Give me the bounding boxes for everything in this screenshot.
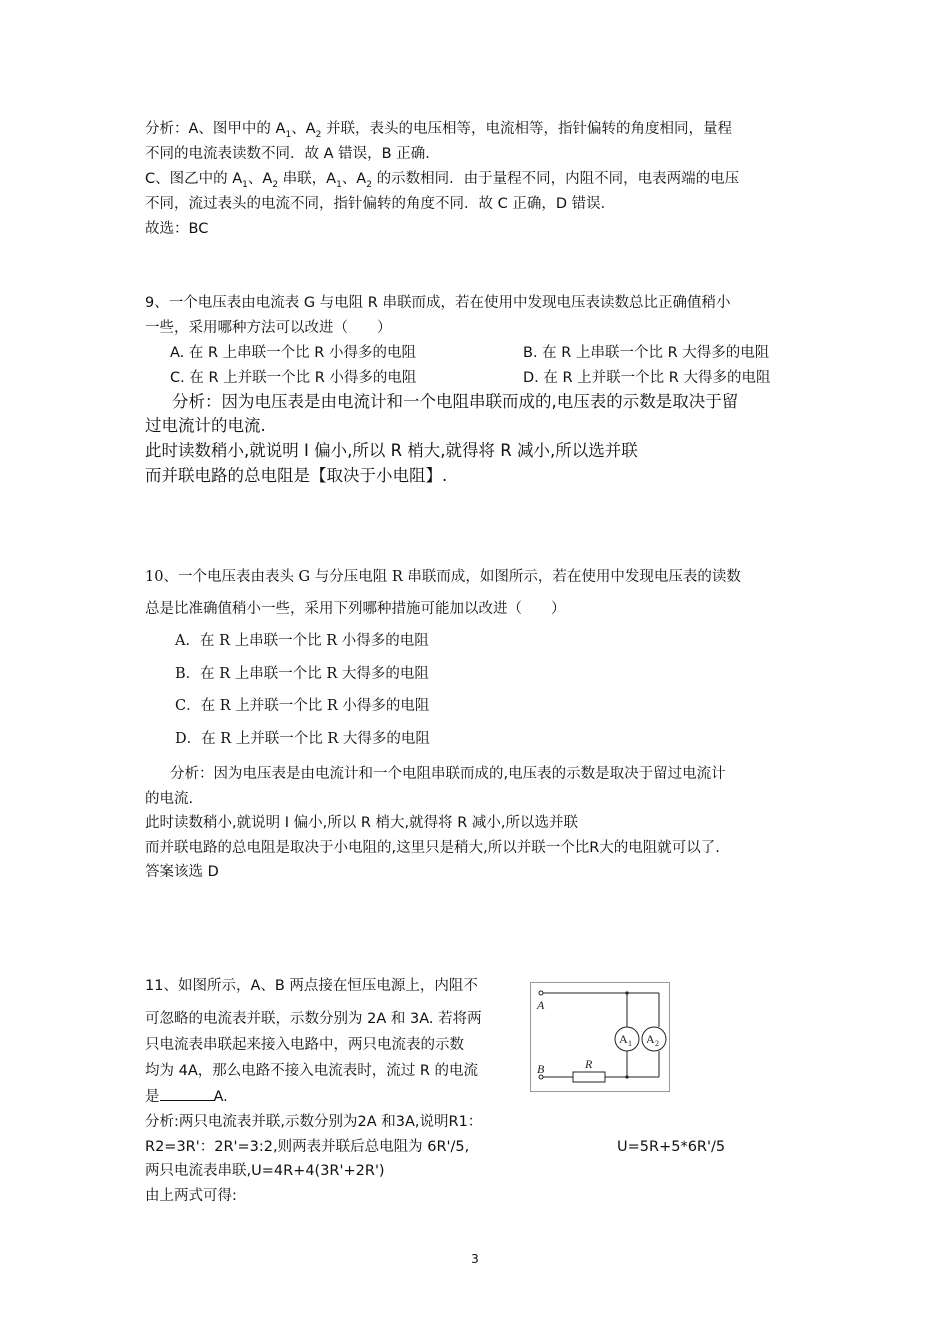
q10-option-d: D．在 R 上并联一个比 R 大得多的电阻	[175, 731, 430, 747]
q11-stem-line3: 只电流表串联起来接入电路中，两只电流表的示数	[145, 1037, 464, 1053]
analysis8-line4: 不同，流过表头的电流不同，指针偏转的角度不同．故 C 正确，D 错误．	[145, 196, 616, 212]
q9-stem-line1: 9、一个电压表由电流表 G 与电阻 R 串联而成，若在使用中发现电压表读数总比正确值稍小	[145, 295, 731, 311]
q9-option-d: D. 在 R 上并联一个比 R 大得多的电阻	[523, 370, 771, 386]
meter1-sub: 1	[628, 1039, 632, 1048]
q10-stem-line2: 总是比准确值稍小一些，采用下列哪种措施可能加以改进（ ）	[145, 601, 566, 617]
page-number: 3	[471, 1252, 479, 1266]
meter1-label: A	[619, 1032, 628, 1046]
resistor-r	[573, 1072, 605, 1082]
q9-option-b: B. 在 R 上串联一个比 R 大得多的电阻	[523, 345, 770, 361]
q11-analysis-line2: R2=3R'：2R'=3:2,则两表并联后总电阻为 6R'/5,	[145, 1139, 470, 1155]
q11-analysis-line2-right: U=5R+5*6R'/5	[617, 1139, 726, 1155]
q11-stem-line1: 11、如图所示，A、B 两点接在恒压电源上，内阻不	[145, 978, 478, 994]
answer-blank	[160, 1087, 214, 1101]
circuit-diagram	[531, 983, 669, 1091]
q9-analysis-line1: 分析：因为电压表是由电流计和一个电阻串联而成的,电压表的示数是取决于留	[172, 392, 739, 411]
q10-option-b: B．在 R 上串联一个比 R 大得多的电阻	[175, 666, 429, 682]
terminal-a	[539, 991, 543, 995]
q9-analysis-line3: 此时读数稍小,就说明 I 偏小,所以 R 梢大,就得将 R 减小,所以选并联	[145, 441, 638, 460]
q9-option-a: A. 在 R 上串联一个比 R 小得多的电阻	[170, 345, 416, 361]
q11-stem-line5: 是 A.	[145, 1089, 228, 1105]
q11-stem-line2: 可忽略的电流表并联，示数分别为 2A 和 3A. 若将两	[145, 1011, 482, 1027]
q10-answer: 答案该选 D	[145, 864, 219, 880]
q9-stem-line2: 一些，采用哪种方法可以改进（ ）	[145, 320, 392, 336]
q11-stem-line4: 均为 4A，那么电路不接入电流表时，流过 R 的电流	[145, 1063, 479, 1079]
q9-analysis-line2: 过电流计的电流.	[145, 416, 266, 435]
label-a: A	[537, 998, 545, 1012]
meter2-sub: 2	[655, 1039, 659, 1048]
q11-analysis-line3: 两只电流表串联,U=4R+4(3R'+2R')	[145, 1163, 385, 1179]
junction-top	[625, 991, 628, 994]
q10-option-c: C．在 R 上并联一个比 R 小得多的电阻	[175, 698, 430, 714]
analysis8-line2: 不同的电流表读数不同．故 A 错误，B 正确．	[145, 146, 440, 162]
q10-stem-line1: 10、一个电压表由表头 G 与分压电阻 R 串联而成，如图所示，若在使用中发现电压表的读数	[145, 569, 741, 585]
q10-option-a: A．在 R 上串联一个比 R 小得多的电阻	[175, 633, 429, 649]
analysis8-answer: 故选：BC	[145, 221, 209, 237]
analysis8-line1: 分析：A、图甲中的 $A_1$、$A_2$ 并联，表头的电压相等，电流相等，指针偏转的角度相同，量程	[145, 121, 732, 140]
label-r: R	[585, 1057, 593, 1071]
label-b: B	[537, 1062, 545, 1076]
q9-analysis-line4: 而并联电路的总电阻是【取决于小电阻】.	[145, 466, 448, 485]
q10-analysis-line4: 而并联电路的总电阻是取决于小电阻的,这里只是稍大,所以并联一个比R大的电阻就可以了.	[145, 840, 720, 856]
q9-option-c: C. 在 R 上并联一个比 R 小得多的电阻	[170, 370, 417, 386]
q11-analysis-line4: 由上两式可得:	[145, 1188, 237, 1204]
q10-analysis-line2: 的电流.	[145, 791, 194, 807]
q10-analysis-line1: 分析：因为电压表是由电流计和一个电阻串联而成的,电压表的示数是取决于留过电流计	[170, 766, 726, 782]
analysis8-line3: C、图乙中的 $A_1$、$A_2$ 串联，$A_1$、$A_2$ 的示数相同．由于量程不同，内阻不同，电表两端的电压	[145, 171, 740, 190]
q11-analysis-line1: 分析:两只电流表并联,示数分别为2A 和3A,说明R1：	[145, 1114, 483, 1130]
meter2-label: A	[646, 1032, 655, 1046]
circuit-figure	[530, 982, 670, 1092]
q10-analysis-line3: 此时读数稍小,就说明 I 偏小,所以 R 梢大,就得将 R 减小,所以选并联	[145, 815, 579, 831]
junction-bottom	[625, 1075, 628, 1078]
